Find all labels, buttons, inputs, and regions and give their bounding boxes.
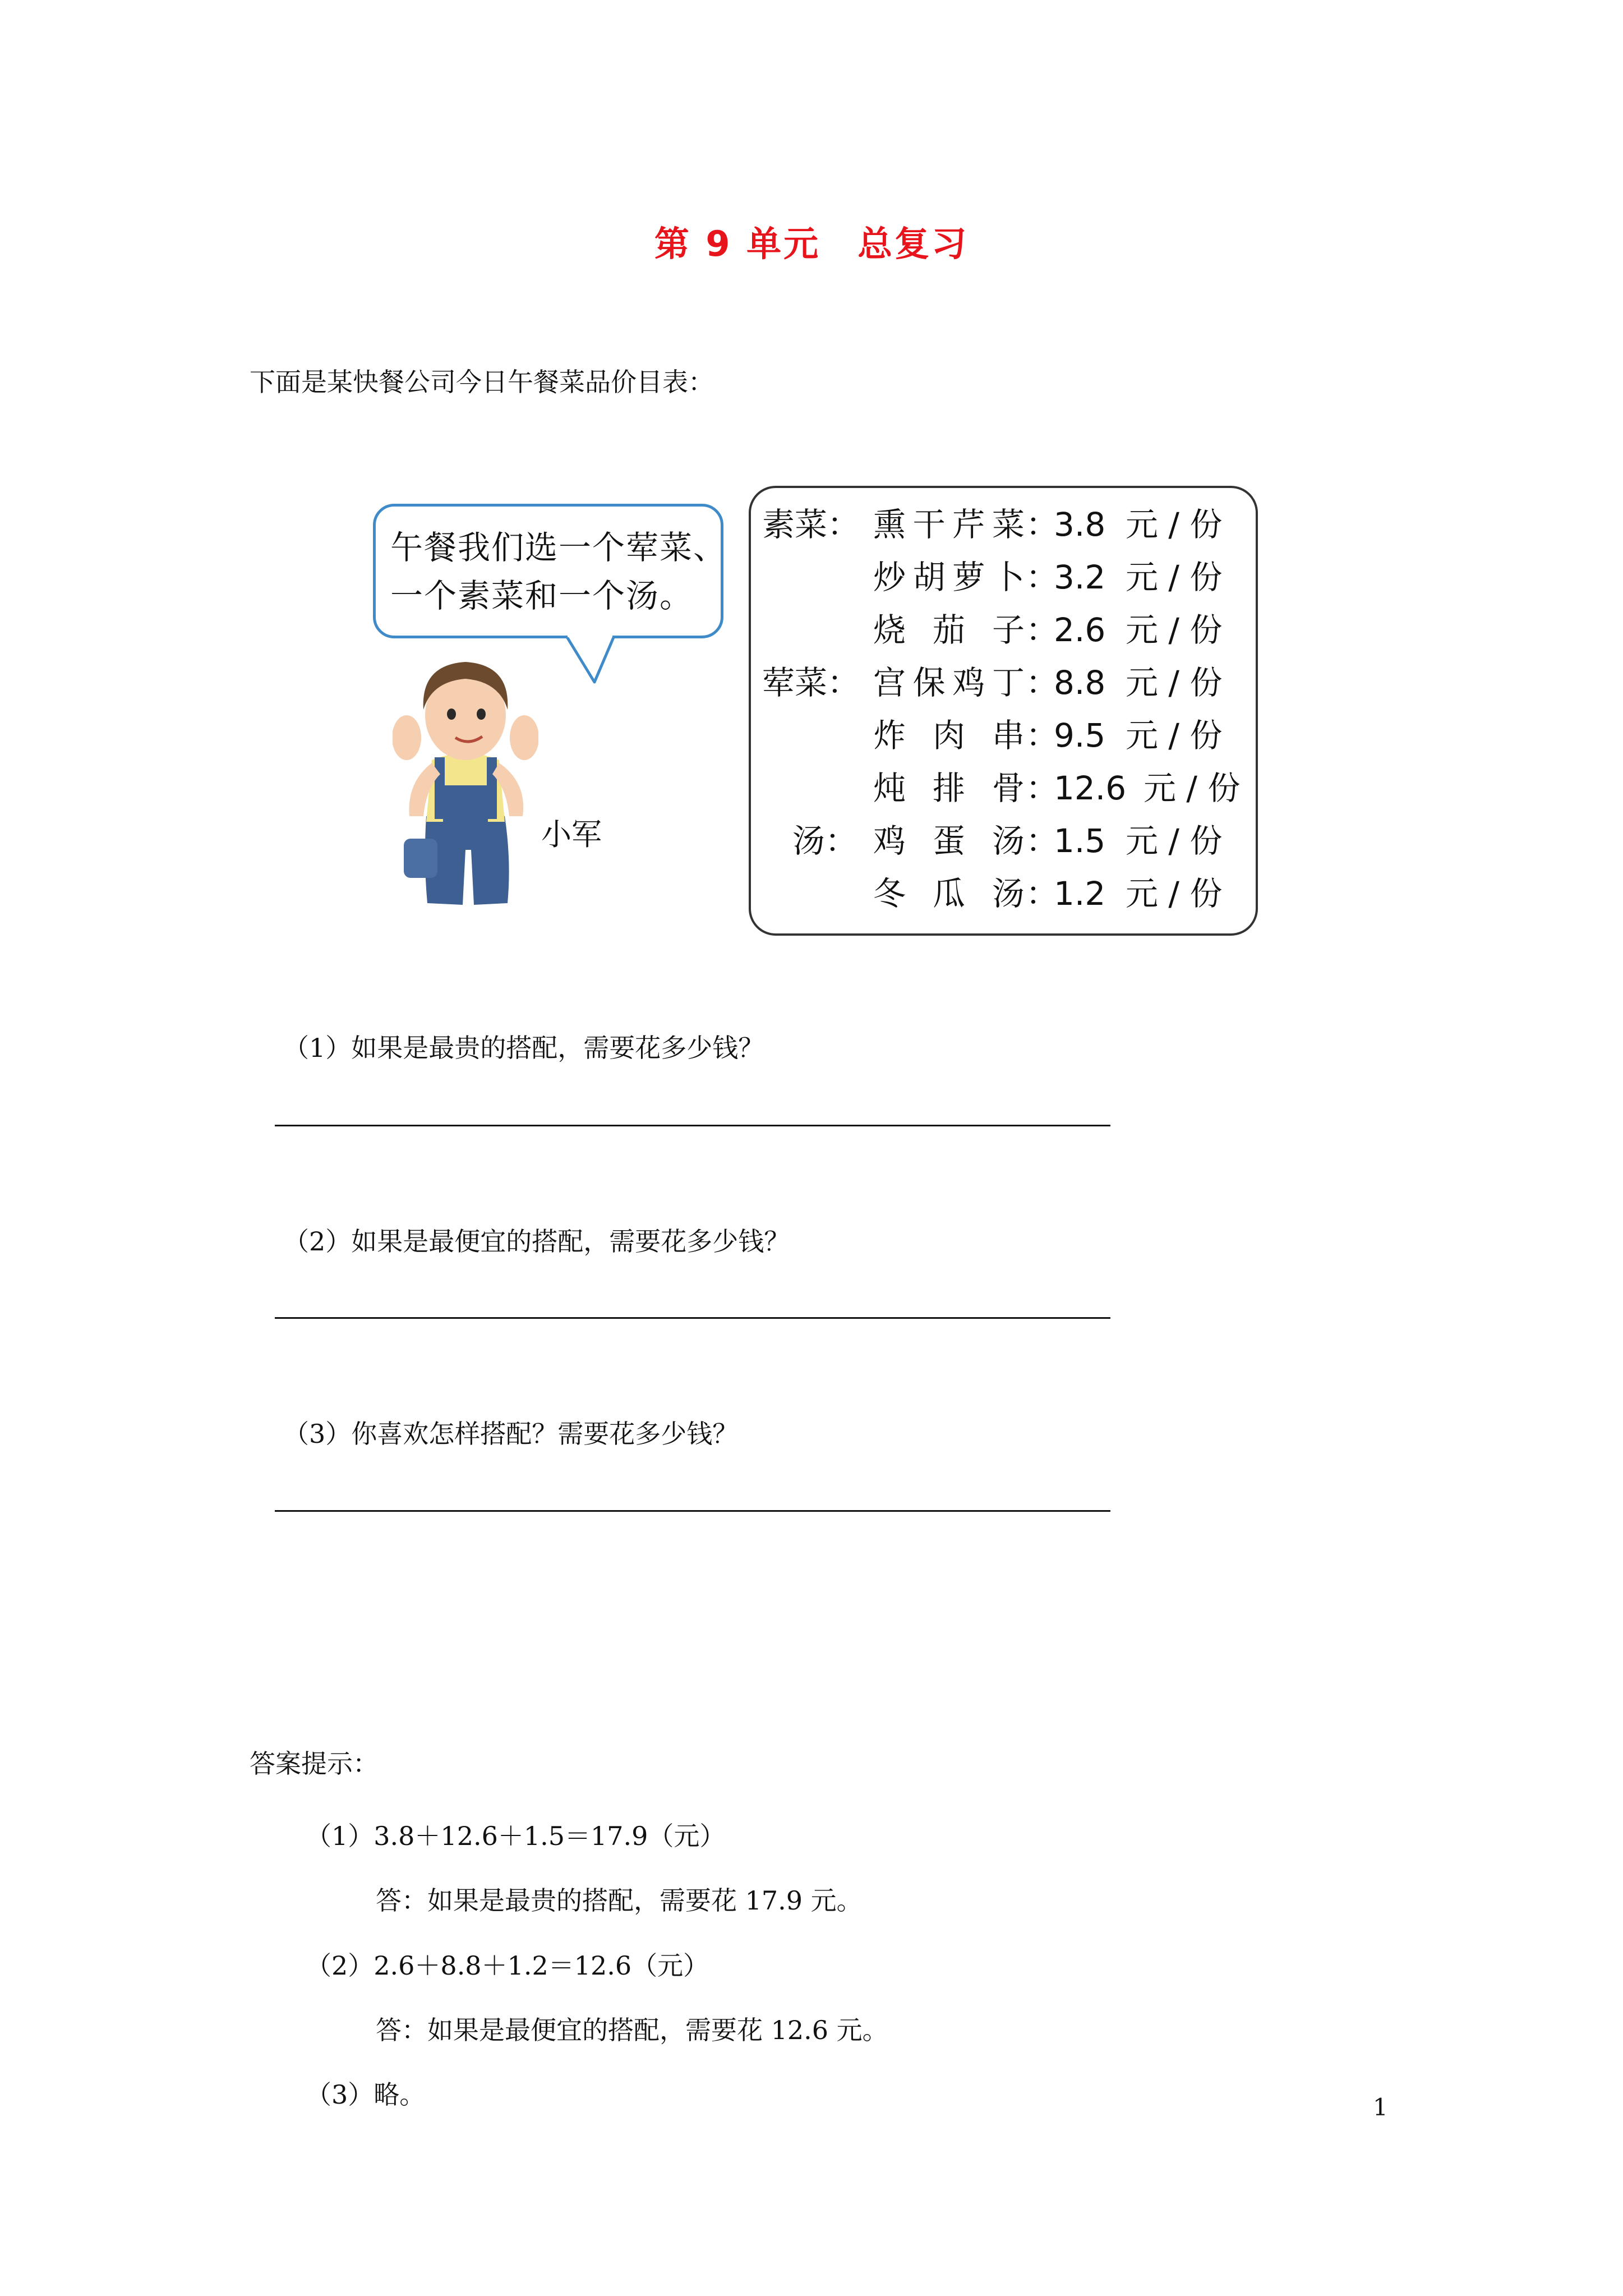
answer-line: 答：如果是最便宜的搭配，需要花 12.6 元。 (376, 2015, 888, 2045)
menu-category: 汤： (792, 822, 857, 860)
menu-price: 8.8 (1054, 664, 1106, 702)
question-2: （2）如果是最便宜的搭配，需要花多少钱？ (283, 1226, 790, 1257)
menu-colon: ： (1026, 664, 1059, 702)
speech-line-2: 一个素菜和一个汤。 (390, 577, 694, 615)
page-title: 第 9 单元 总复习 (654, 223, 969, 264)
answer-hint-title: 答案提示： (250, 1749, 379, 1779)
answer-line: （3）略。 (306, 2079, 426, 2110)
speech-bubble (373, 504, 727, 638)
menu-category: 素菜： (762, 505, 860, 544)
menu-colon: ： (1026, 558, 1059, 596)
menu-colon: ： (1026, 822, 1059, 860)
speech-line-1: 午餐我们选一个荤菜、 (390, 528, 727, 567)
menu-colon: ： (1026, 505, 1059, 544)
menu-colon: ： (1026, 716, 1059, 754)
page-number: 1 (1373, 2093, 1388, 2121)
menu-colon: ： (1026, 611, 1059, 649)
menu-unit: 元 / 份 (1126, 505, 1223, 544)
menu-dish: 熏干芹菜 (873, 505, 1025, 544)
menu-colon: ： (1026, 875, 1059, 913)
speaker-name: 小军 (541, 817, 602, 852)
price-menu (749, 486, 1258, 936)
menu-price: 9.5 (1054, 716, 1106, 754)
menu-price: 12.6 (1054, 769, 1127, 807)
menu-dish: 炖排骨 (873, 769, 1025, 807)
answer-line-1[interactable] (275, 1125, 1110, 1126)
menu-price: 2.6 (1054, 611, 1106, 649)
menu-dish: 鸡蛋汤 (873, 822, 1025, 860)
menu-unit: 元 / 份 (1126, 664, 1223, 702)
menu-dish: 炸肉串 (873, 716, 1025, 754)
menu-price: 1.2 (1054, 875, 1106, 913)
question-3: （3）你喜欢怎样搭配？需要花多少钱？ (283, 1419, 739, 1449)
menu-unit: 元 / 份 (1144, 769, 1241, 807)
menu-unit: 元 / 份 (1126, 822, 1223, 860)
boy-illustration (393, 648, 538, 912)
menu-unit: 元 / 份 (1126, 716, 1223, 754)
menu-price: 1.5 (1054, 822, 1106, 860)
menu-dish: 宫保鸡丁 (873, 664, 1025, 702)
answer-line: （1）3.8＋12.6＋1.5＝17.9（元） (306, 1821, 726, 1851)
menu-unit: 元 / 份 (1126, 611, 1223, 649)
menu-price: 3.2 (1054, 558, 1106, 596)
menu-unit: 元 / 份 (1126, 875, 1223, 913)
menu-dish: 烧茄子 (873, 611, 1025, 649)
menu-dish: 炒胡萝卜 (873, 558, 1025, 596)
menu-category: 荤菜： (762, 664, 860, 702)
menu-price: 3.8 (1054, 505, 1106, 544)
answer-line-2[interactable] (275, 1317, 1110, 1319)
speech-bubble-tail (561, 634, 623, 684)
menu-colon: ： (1026, 769, 1059, 807)
answer-line-3[interactable] (275, 1510, 1110, 1512)
intro-text: 下面是某快餐公司今日午餐菜品价目表： (250, 367, 714, 397)
answer-line: 答：如果是最贵的搭配，需要花 17.9 元。 (376, 1885, 863, 1916)
menu-unit: 元 / 份 (1126, 558, 1223, 596)
question-1: （1）如果是最贵的搭配，需要花多少钱？ (283, 1033, 764, 1063)
menu-dish: 冬瓜汤 (873, 875, 1025, 913)
answer-line: （2）2.6＋8.8＋1.2＝12.6（元） (306, 1950, 709, 1981)
